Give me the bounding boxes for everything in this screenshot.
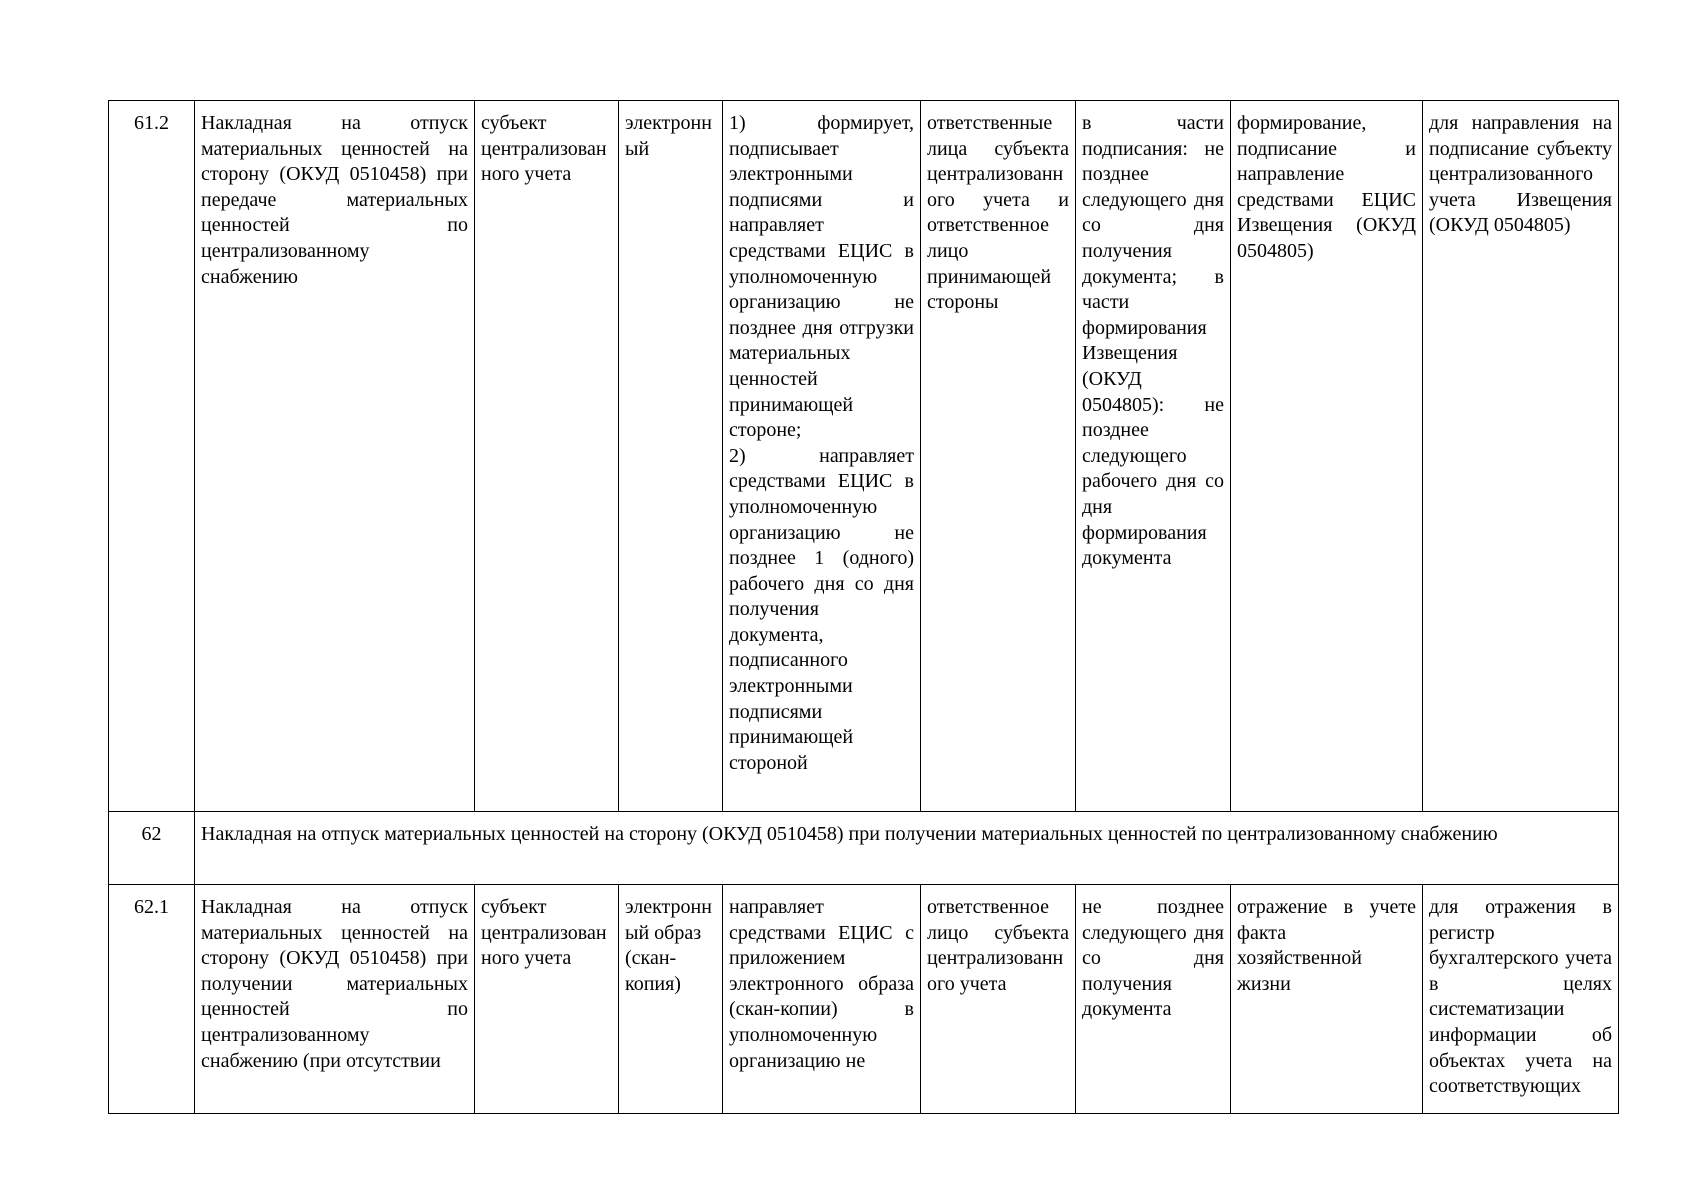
deadline-cell: в части подписания: не позднее следующего дня со дня получения документа; в части формирования Извещения (ОКУД 0504805): не позднее следующего рабочего дня со дня формирования документа bbox=[1076, 101, 1231, 812]
table-row bbox=[109, 812, 1619, 885]
table-row bbox=[109, 101, 1619, 812]
purpose-cell: для отражения в регистр бухгалтерского учета в целях систематизации информации об объектах учета на соответствующих bbox=[1423, 885, 1619, 1114]
form-cell: электронный образ (скан-копия) bbox=[619, 885, 723, 1114]
row-number: 62 bbox=[109, 812, 195, 885]
responsible-cell: ответственные лица субъекта централизованного учета и ответственное лицо принимающей стороны bbox=[921, 101, 1076, 812]
row-number: 61.2 bbox=[109, 101, 195, 812]
responsible-cell: ответственное лицо субъекта централизованного учета bbox=[921, 885, 1076, 1114]
section-heading-cell: Накладная на отпуск материальных ценностей на сторону (ОКУД 0510458) при получении материальных ценностей по централизованному снабжению bbox=[195, 812, 1619, 885]
actions-cell: направляет средствами ЕЦИС с приложением электронного образа (скан-копии) в уполномоченную организацию не bbox=[723, 885, 921, 1114]
document-table bbox=[108, 100, 1619, 1114]
row-number: 62.1 bbox=[109, 885, 195, 1114]
result-cell: формирование, подписание и направление средствами ЕЦИС Извещения (ОКУД 0504805) bbox=[1231, 101, 1423, 812]
subject-cell: субъект централизованного учета bbox=[475, 101, 619, 812]
document-name-cell: Накладная на отпуск материальных ценностей на сторону (ОКУД 0510458) при передаче материальных ценностей по централизованному снабжению bbox=[195, 101, 475, 812]
purpose-cell: для направления на подписание субъекту централизованного учета Извещения (ОКУД 0504805) bbox=[1423, 101, 1619, 812]
subject-cell: субъект централизованного учета bbox=[475, 885, 619, 1114]
deadline-cell: не позднее следующего дня со дня получения документа bbox=[1076, 885, 1231, 1114]
actions-cell: 1) формирует, подписывает электронными подписями и направляет средствами ЕЦИС в уполномоченную организацию не позднее дня отгрузки материальных ценностей принимающей стороне; 2) направляет средствами ЕЦИС в уполномоченную организацию не позднее 1 (одного) рабочего дня со дня получения документа, подписанного электронными подписями принимающей стороной bbox=[723, 101, 921, 812]
document-name-cell: Накладная на отпуск материальных ценностей на сторону (ОКУД 0510458) при получении материальных ценностей по централизованному снабжению (при отсутствии bbox=[195, 885, 475, 1114]
result-cell: отражение в учете факта хозяйственной жизни bbox=[1231, 885, 1423, 1114]
form-cell: электронный bbox=[619, 101, 723, 812]
table-row bbox=[109, 885, 1619, 1114]
